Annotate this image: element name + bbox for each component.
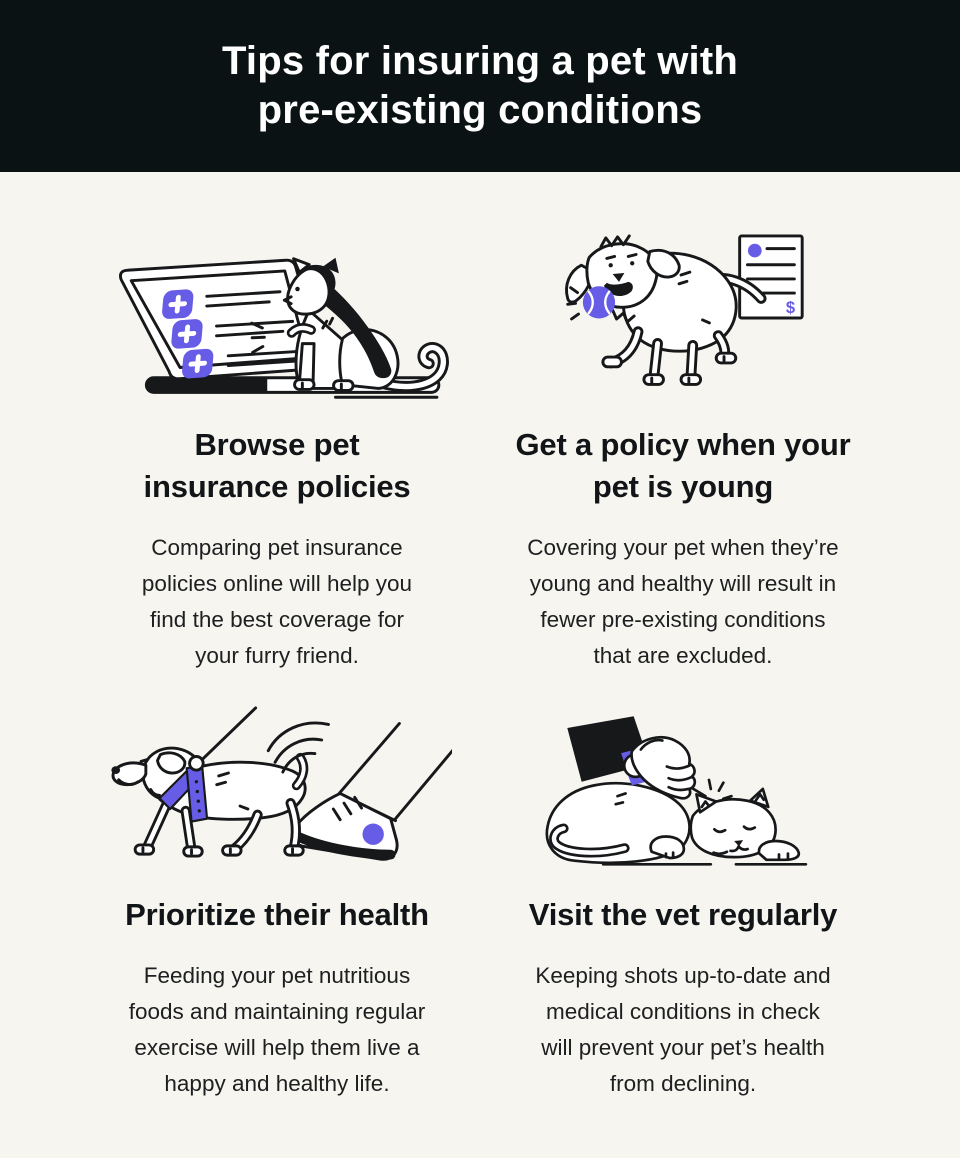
tips-grid xyxy=(74,172,886,1102)
card-heading: Visit the vet regularly xyxy=(528,897,838,932)
card-body: Keeping shots up-to-date and medical conditions in check will prevent your pet’s health from declining. xyxy=(535,963,831,1096)
page-title xyxy=(222,37,738,135)
cat-browsing-laptop-illustration xyxy=(101,250,453,406)
card-browse-policies xyxy=(74,172,480,674)
dog-walking-on-leash-illustration xyxy=(102,706,452,876)
card-heading: Prioritize their health xyxy=(125,897,429,932)
header-banner xyxy=(0,0,960,172)
card-heading: Get a policy when your pet is young xyxy=(515,427,851,504)
card-policy-when-young xyxy=(480,172,886,674)
puppy-with-ball-and-policy-illustration xyxy=(556,230,810,406)
card-body: Comparing pet insurance policies online will help you find the best coverage for your furry friend. xyxy=(141,535,413,668)
card-body: Feeding your pet nutritious foods and maintaining regular exercise will help them live a happy and healthy life. xyxy=(128,963,426,1096)
page-title-line-2: pre-existing conditions xyxy=(257,88,703,132)
card-visit-vet xyxy=(480,674,886,1102)
vet-vaccinating-cat-illustration xyxy=(535,710,831,876)
card-body: Covering your pet when they’re young and healthy will result in fewer pre-existing conditions that are excluded. xyxy=(527,535,839,668)
card-heading: Browse pet insurance policies xyxy=(143,427,411,504)
page-title-line-1: Tips for insuring a pet with xyxy=(222,39,738,83)
card-prioritize-health xyxy=(74,674,480,1102)
dollar-sign: $ xyxy=(785,298,796,318)
